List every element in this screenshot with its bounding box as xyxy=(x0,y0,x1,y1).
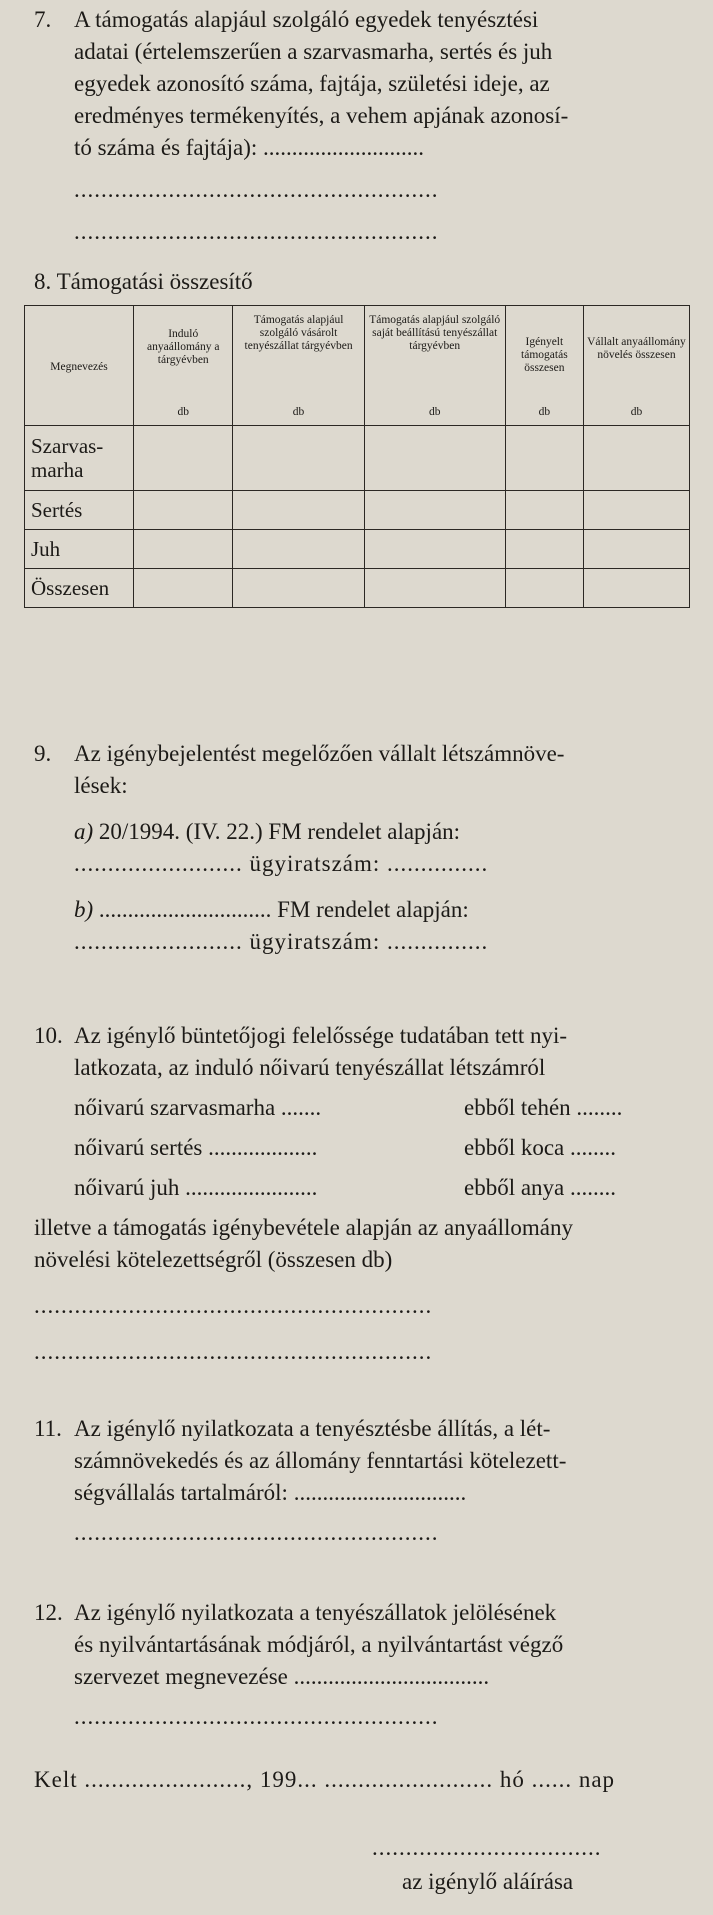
section-12-line-3: szervezet megnevezése .................................. xyxy=(74,1664,490,1689)
col-header-own xyxy=(364,306,505,426)
section-9-line-2: lések: xyxy=(74,773,128,798)
item-a-label: a) xyxy=(74,819,94,844)
signature-line: .................................. xyxy=(372,1835,602,1860)
section-12-line-2: és nyilvántartásának módjáról, a nyilvántartást végző xyxy=(74,1632,564,1657)
item-a-file-number: ......................... ügyiratszám: ............... xyxy=(74,851,489,876)
col-unit: db xyxy=(292,406,305,418)
col-unit: db xyxy=(538,406,551,418)
col-header-claimed xyxy=(505,306,583,426)
table-row xyxy=(25,491,690,530)
section-9-line-1: Az igénybejelentést megelőzően vállalt létszámnöve- xyxy=(74,741,565,766)
table-cell[interactable] xyxy=(583,491,689,530)
table-cell[interactable] xyxy=(134,426,233,491)
section-9-number: 9. xyxy=(34,741,52,766)
table-row xyxy=(25,426,690,491)
table-cell[interactable] xyxy=(233,569,364,608)
of-which-cow-field: ebből tehén ........ xyxy=(464,1095,623,1120)
section-10-line-4: növelési kötelezettségről (összesen db) xyxy=(34,1247,393,1272)
section-7 xyxy=(34,4,691,248)
table-cell[interactable] xyxy=(364,530,505,569)
section-7-line-2: adatai (értelemszerűen a szarvasmarha, sertés és juh xyxy=(74,39,553,64)
row-label-sheep: Juh xyxy=(25,530,134,569)
section-7-line-4: eredményes termékenyítés, a vehem apjának azonosí- xyxy=(74,103,569,128)
table-row xyxy=(25,569,690,608)
table-cell[interactable] xyxy=(233,530,364,569)
table-cell[interactable] xyxy=(583,426,689,491)
section-12-number: 12. xyxy=(34,1600,63,1625)
table-cell[interactable] xyxy=(583,530,689,569)
section-11-line-3: ségvállalás tartalmáról: .............................. xyxy=(74,1480,467,1505)
of-which-sow-field: ebből koca ........ xyxy=(464,1135,617,1160)
col-header-name: Megnevezés xyxy=(25,306,134,426)
table-cell[interactable] xyxy=(505,426,583,491)
item-a-text: 20/1994. (IV. 22.) FM rendelet alapján: xyxy=(98,819,461,844)
table-cell[interactable] xyxy=(583,569,689,608)
row-label-cattle: Szarvas- marha xyxy=(25,426,134,491)
table-cell[interactable] xyxy=(134,569,233,608)
section-11-line-1: Az igénylő nyilatkozata a tenyésztésbe állítás, a lét- xyxy=(74,1416,551,1441)
section-10-blank-line-2: ........................................................... xyxy=(34,1339,433,1364)
section-12 xyxy=(34,1597,691,1733)
female-sheep-field: nőivarú juh ....................... xyxy=(74,1175,318,1200)
row-label-total: Összesen xyxy=(25,569,134,608)
section-7-number: 7. xyxy=(34,7,52,32)
row-label-pig: Sertés xyxy=(25,491,134,530)
item-b-label: b) xyxy=(74,897,94,922)
table-cell[interactable] xyxy=(364,569,505,608)
col-header-purchased-label: Támogatás alapjául szolgáló vásárolt tenyészállat tárgyévben xyxy=(244,314,353,352)
date-line: Kelt ........................, 199... ......................... hó ...... nap xyxy=(34,1767,616,1792)
section-10-line-2: latkozata, az induló nőivarú tenyészállat létszámról xyxy=(74,1055,546,1080)
section-7-blank-line-2: ...................................................... xyxy=(74,219,439,244)
section-7-line-5: tó száma és fajtája): ............................ xyxy=(74,135,425,160)
section-10-blank-line-1: ........................................................... xyxy=(34,1293,433,1318)
table-cell[interactable] xyxy=(505,530,583,569)
section-11-number: 11. xyxy=(34,1416,62,1441)
section-10 xyxy=(34,1020,691,1368)
table-row xyxy=(25,530,690,569)
support-summary-table xyxy=(24,305,690,608)
section-11-line-2: számnövekedés és az állomány fenntartási kötelezett- xyxy=(74,1448,567,1473)
section-12-line-1: Az igénylő nyilatkozata a tenyészállatok jelölésének xyxy=(74,1600,557,1625)
col-unit: db xyxy=(177,406,189,418)
col-header-purchased xyxy=(233,306,364,426)
item-b-file-number: ......................... ügyiratszám: ............... xyxy=(74,929,489,954)
table-cell[interactable] xyxy=(134,491,233,530)
table-cell[interactable] xyxy=(505,569,583,608)
col-header-increase xyxy=(583,306,689,426)
col-header-increase-label: Vállalt anyaállomány növelés összesen xyxy=(587,336,686,361)
section-11-blank-line: ...................................................... xyxy=(74,1520,439,1545)
table-cell[interactable] xyxy=(364,491,505,530)
col-header-starting-stock xyxy=(134,306,233,426)
section-10-line-1: Az igénylő büntetőjogi felelőssége tudatában tett nyi- xyxy=(74,1023,568,1048)
section-10-line-3: illetve a támogatás igénybevétele alapján az anyaállomány xyxy=(34,1215,573,1240)
col-unit: db xyxy=(428,406,441,418)
col-header-own-label: Támogatás alapjául szolgáló saját beállítású tenyészállat tárgyévben xyxy=(369,314,501,352)
section-10-number: 10. xyxy=(34,1023,63,1048)
table-cell[interactable] xyxy=(233,491,364,530)
col-header-starting-stock-label: Induló anyaállomány a tárgyévben xyxy=(147,328,220,366)
section-7-line-3: egyedek azonosító száma, fajtája, születési ideje, az xyxy=(74,71,550,96)
item-b-text: .............................. FM rendelet alapján: xyxy=(98,897,469,922)
female-cattle-field: nőivarú szarvasmarha ....... xyxy=(74,1095,322,1120)
table-cell[interactable] xyxy=(505,491,583,530)
support-summary-table-wrap xyxy=(24,305,690,608)
section-12-blank-line: ...................................................... xyxy=(74,1704,439,1729)
section-7-line-1: A támogatás alapjául szolgáló egyedek tenyésztési xyxy=(74,7,539,32)
of-which-ewe-field: ebből anya ........ xyxy=(464,1175,617,1200)
col-header-claimed-label: Igényelt támogatás összesen xyxy=(521,336,568,374)
col-unit: db xyxy=(630,406,643,418)
signature-label: az igénylő aláírása xyxy=(402,1869,574,1894)
table-cell[interactable] xyxy=(134,530,233,569)
section-8-title: 8. Támogatási összesítő xyxy=(34,269,253,294)
section-9 xyxy=(34,738,691,958)
section-7-blank-line-1: ...................................................... xyxy=(74,177,439,202)
table-cell[interactable] xyxy=(233,426,364,491)
table-cell[interactable] xyxy=(364,426,505,491)
section-11 xyxy=(34,1413,691,1549)
female-pig-field: nőivarú sertés ................... xyxy=(74,1135,318,1160)
